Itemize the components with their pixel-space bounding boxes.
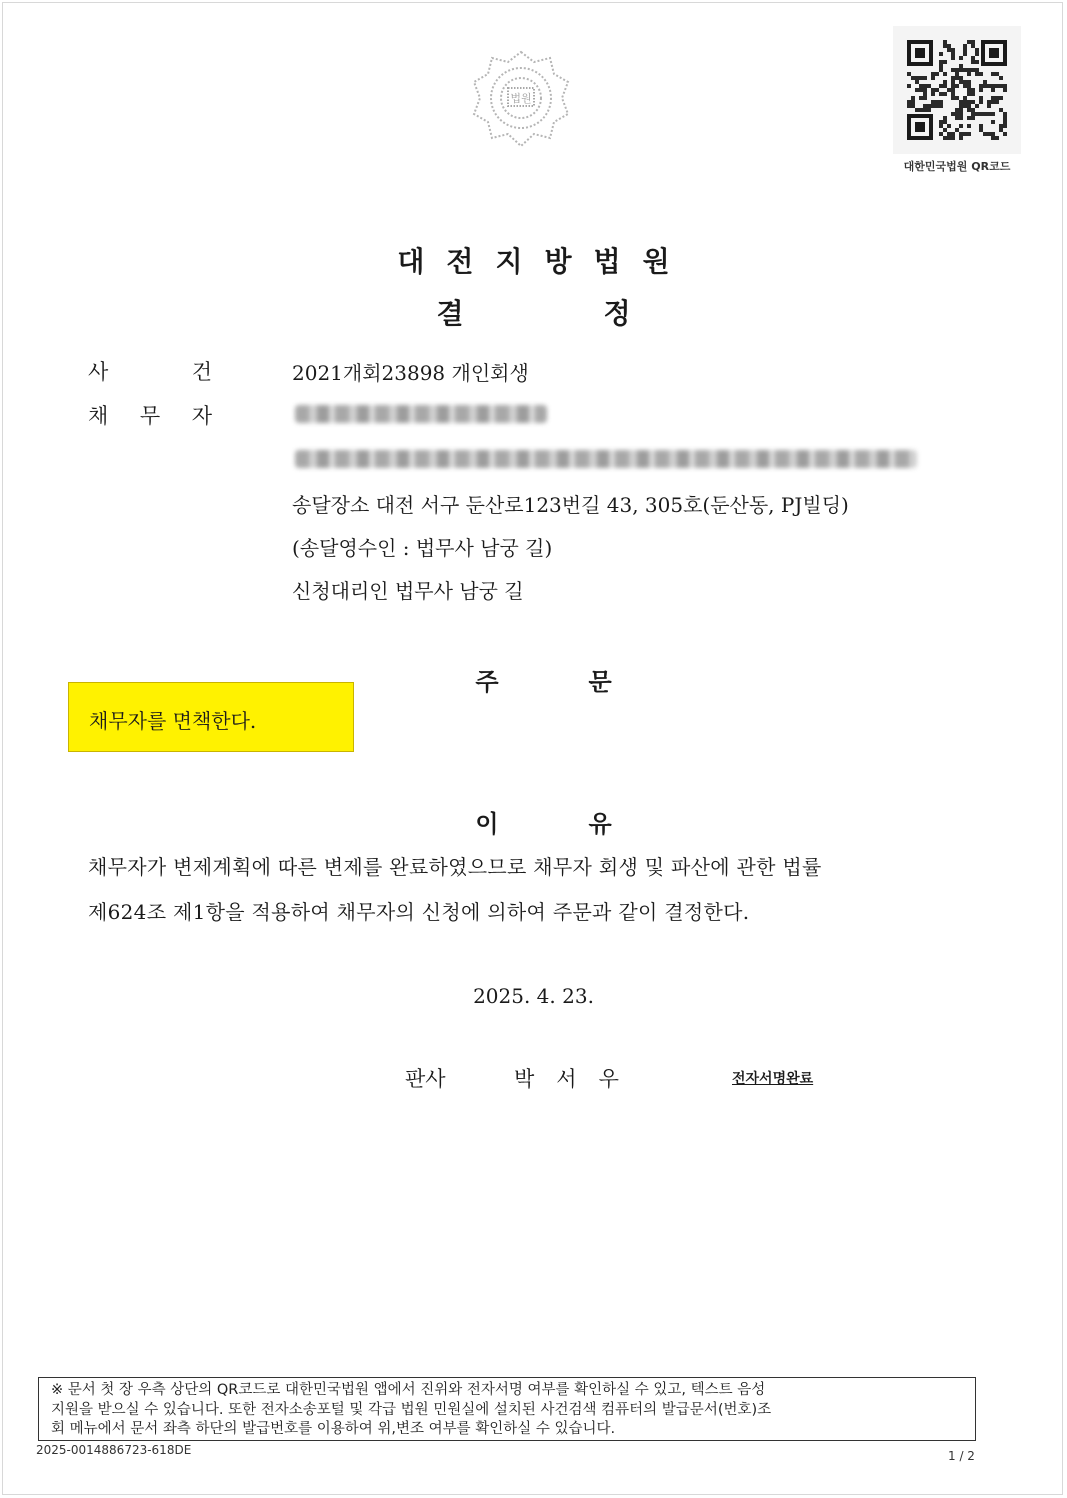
reason-line-2: 제624조 제1항을 적용하여 채무자의 신청에 의하여 주문과 같이 결정한다. (88, 900, 750, 924)
judge-label: 판사 (405, 1067, 446, 1091)
page-number: 1 / 2 (948, 1449, 975, 1463)
order-text-highlight (68, 682, 354, 752)
applicant-agent: 신청대리인 법무사 남궁 길 (292, 579, 524, 603)
order-text: 채무자를 면책한다. (89, 709, 257, 733)
notice-line-1: ※ 문서 첫 장 우측 상단의 QR코드로 대한민국법원 앱에서 진위와 전자서명 여부를 확인하실 수 있고, 텍스트 음성 (51, 1382, 766, 1398)
reason-line-1: 채무자가 변제계획에 따른 변제를 완료하였으므로 채무자 회생 및 파산에 관한 법률 (88, 855, 822, 879)
notice-line-3: 회 메뉴에서 문서 좌측 하단의 발급번호를 이용하여 위,변조 여부를 확인하실 수 있습니다. (51, 1421, 616, 1437)
judge-name: 박서우 (514, 1067, 641, 1091)
order-heading: 주문 (475, 668, 702, 696)
qr-code-icon (893, 26, 1021, 154)
notice-line-2: 지원을 받으실 수 있습니다. 또한 전자소송포털 및 각급 법원 민원실에 설치된 사건검색 컴퓨터의 발급문서(번호)조 (51, 1401, 772, 1418)
reason-heading: 이유 (475, 810, 702, 838)
case-label: 사 건 (88, 360, 212, 384)
delivery-place: 송달장소 대전 서구 둔산로123번길 43, 305호(둔산동, PJ빌딩) (292, 493, 849, 517)
qr-caption: 대한민국법원 QR코드 (903, 160, 1011, 173)
debtor-address-redacted (295, 450, 917, 468)
debtor-label: 채 무 자 (88, 404, 212, 428)
court-emblem-icon (468, 48, 574, 152)
court-name: 대전지방법원 (397, 245, 692, 278)
electronic-signature-status: 전자서명완료 (732, 1071, 814, 1087)
case-number: 2021개회23898 개인회생 (292, 361, 529, 385)
issue-number: 2025-0014886723-618DE (36, 1443, 192, 1457)
document-title: 결정 (436, 297, 771, 330)
emblem-text: 법원 (510, 92, 532, 105)
verification-notice (38, 1377, 976, 1441)
delivery-recipient: (송달영수인 : 법무사 남궁 길) (292, 536, 553, 560)
debtor-name-redacted (295, 405, 547, 423)
decision-date: 2025. 4. 23. (473, 984, 594, 1008)
